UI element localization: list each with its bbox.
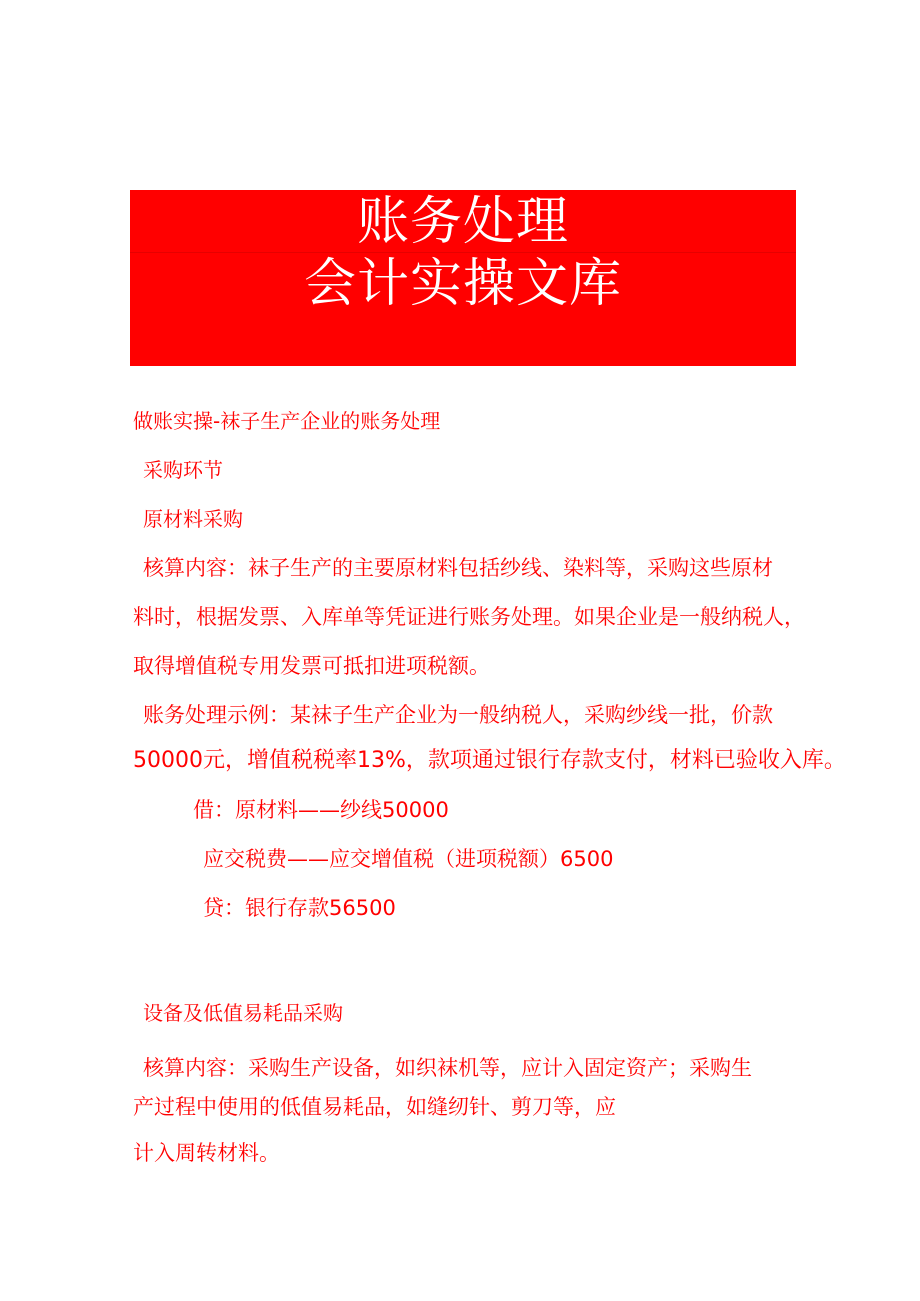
banner-title-line2: 会计实操文库: [303, 254, 622, 314]
banner-title-line1: 账务处理: [356, 192, 569, 252]
paragraph-raw-materials-line3: 取得增值税专用发票可抵扣进项税额。: [133, 654, 490, 678]
document-title: 做账实操-袜子生产企业的账务处理: [133, 409, 441, 433]
subheading-equipment: 设备及低值易耗品采购: [143, 1001, 343, 1025]
paragraph-example-line2: 50000元，增值税税率13%，款项通过银行存款支付，材料已验收入库。: [133, 748, 846, 773]
paragraph-equipment-line2: 产过程中使用的低值易耗品，如缝纫针、剪刀等，应: [133, 1095, 616, 1119]
section-heading-purchasing: 采购环节: [143, 458, 223, 482]
paragraph-equipment-line3: 计入周转材料。: [133, 1141, 280, 1165]
paragraph-example-line1: 账务处理示例：某袜子生产企业为一般纳税人，采购纱线一批，价款: [143, 703, 773, 727]
banner-divider: [130, 252, 796, 253]
journal-entry-credit-bank: 贷：银行存款56500: [203, 896, 396, 920]
paragraph-raw-materials-line1: 核算内容：袜子生产的主要原材料包括纱线、染料等，采购这些原材: [143, 556, 773, 580]
paragraph-equipment-line1: 核算内容：采购生产设备，如织袜机等，应计入固定资产；采购生: [143, 1056, 752, 1080]
journal-entry-debit-tax: 应交税费——应交增值税（进项税额）6500: [203, 847, 614, 871]
subheading-raw-materials: 原材料采购: [143, 507, 243, 531]
paragraph-raw-materials-line2: 料时，根据发票、入库单等凭证进行账务处理。如果企业是一般纳税人，: [133, 605, 805, 629]
journal-entry-debit-materials: 借：原材料——纱线50000: [193, 798, 449, 822]
